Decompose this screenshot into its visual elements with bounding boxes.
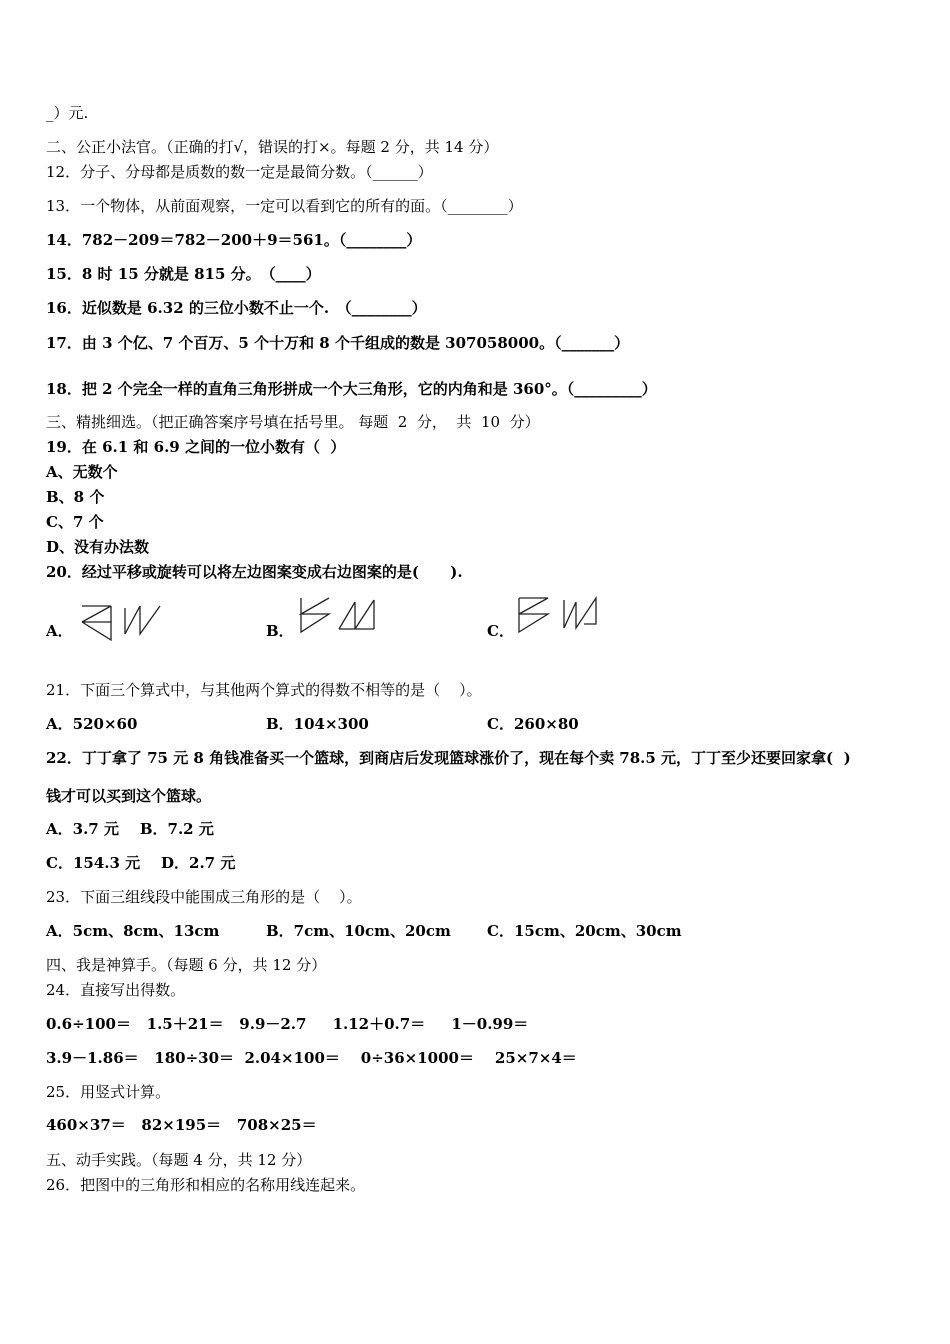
text-line: _）元. — [46, 104, 89, 122]
q19-option-c: C、7 个 — [46, 513, 104, 531]
section-five-heading: 五、动手实践。（每题 4 分，共 12 分） — [46, 1151, 312, 1169]
section-three-heading: 三、精挑细选。（把正确答案序号填在括号里。 每题 2 分， 共 10 分） — [46, 413, 540, 431]
q21-option-c: C．260×80 — [487, 715, 579, 733]
q24-row-2: 3.9－1.86＝ 180÷30＝ 2.04×100＝ 0÷36×1000＝ 25×7×4＝ — [46, 1049, 577, 1067]
q21-option-b: B．104×300 — [266, 715, 369, 733]
q25-problems: 460×37＝ 82×195＝ 708×25＝ — [46, 1116, 317, 1134]
q20-figure-a — [78, 600, 168, 645]
q24-row-1: 0.6÷100＝ 1.5＋21＝ 9.9－2.7 1.12＋0.7＝ 1－0.99＝ — [46, 1015, 529, 1033]
section-two-heading: 二、公正小法官。（正确的打√，错误的打×。每题 2 分，共 14 分） — [46, 138, 499, 156]
question-23: 23．下面三组线段中能围成三角形的是（ ）。 — [46, 888, 362, 906]
q22-options-ab: A．3.7 元 B．7.2 元 — [46, 820, 214, 838]
question-15: 15．8 时 15 分就是 815 分。 （____） — [46, 265, 321, 283]
q19-option-a: A、无数个 — [46, 463, 118, 481]
section-four-heading: 四、我是神算手。（每题 6 分，共 12 分） — [46, 956, 327, 974]
q20-figure-b — [297, 594, 387, 639]
question-14: 14．782－209＝782－200＋9＝561。（________） — [46, 231, 422, 249]
q19-option-b: B、8 个 — [46, 488, 105, 506]
q21-option-a: A．520×60 — [46, 715, 138, 733]
question-21: 21．下面三个算式中，与其他两个算式的得数不相等的是（ ）。 — [46, 681, 482, 699]
question-26: 26．把图中的三角形和相应的名称用线连起来。 — [46, 1176, 366, 1194]
question-24: 24．直接写出得数。 — [46, 981, 186, 999]
q22-options-cd: C．154.3 元 D．2.7 元 — [46, 854, 236, 872]
q23-option-a: A．5cm、8cm、13cm — [46, 922, 220, 940]
question-22: 22．丁丁拿了 75 元 8 角钱准备买一个篮球，到商店后发现篮球涨价了，现在每个卖 78.5 元，丁丁至少还要回家拿( ) — [46, 749, 851, 767]
question-20: 20．经过平移或旋转可以将左边图案变成右边图案的是( ). — [46, 563, 463, 581]
question-12: 12．分子、分母都是质数的数一定是最简分数。（______） — [46, 163, 433, 181]
question-19: 19．在 6.1 和 6.9 之间的一位小数有（ ） — [46, 438, 346, 456]
question-18: 18．把 2 个完全一样的直角三角形拼成一个大三角形，它的内角和是 360°。（_________） — [46, 380, 657, 398]
question-13: 13．一个物体，从前面观察，一定可以看到它的所有的面。（________） — [46, 197, 523, 215]
q23-option-c: C．15cm、20cm、30cm — [487, 922, 682, 940]
question-22-continued: 钱才可以买到这个篮球。 — [46, 787, 212, 805]
q20-option-c-label: C． — [487, 622, 514, 640]
question-25: 25．用竖式计算。 — [46, 1083, 171, 1101]
q20-option-a-label: A． — [46, 622, 73, 640]
q19-option-d: D、没有办法数 — [46, 538, 150, 556]
q20-figure-c — [514, 594, 604, 639]
q20-option-b-label: B． — [266, 622, 294, 640]
q23-option-b: B．7cm、10cm、20cm — [266, 922, 451, 940]
question-17: 17．由 3 个亿、7 个百万、5 个十万和 8 个千组成的数是 307058000。（_______） — [46, 334, 630, 352]
question-16: 16．近似数是 6.32 的三位小数不止一个. （________） — [46, 299, 427, 317]
